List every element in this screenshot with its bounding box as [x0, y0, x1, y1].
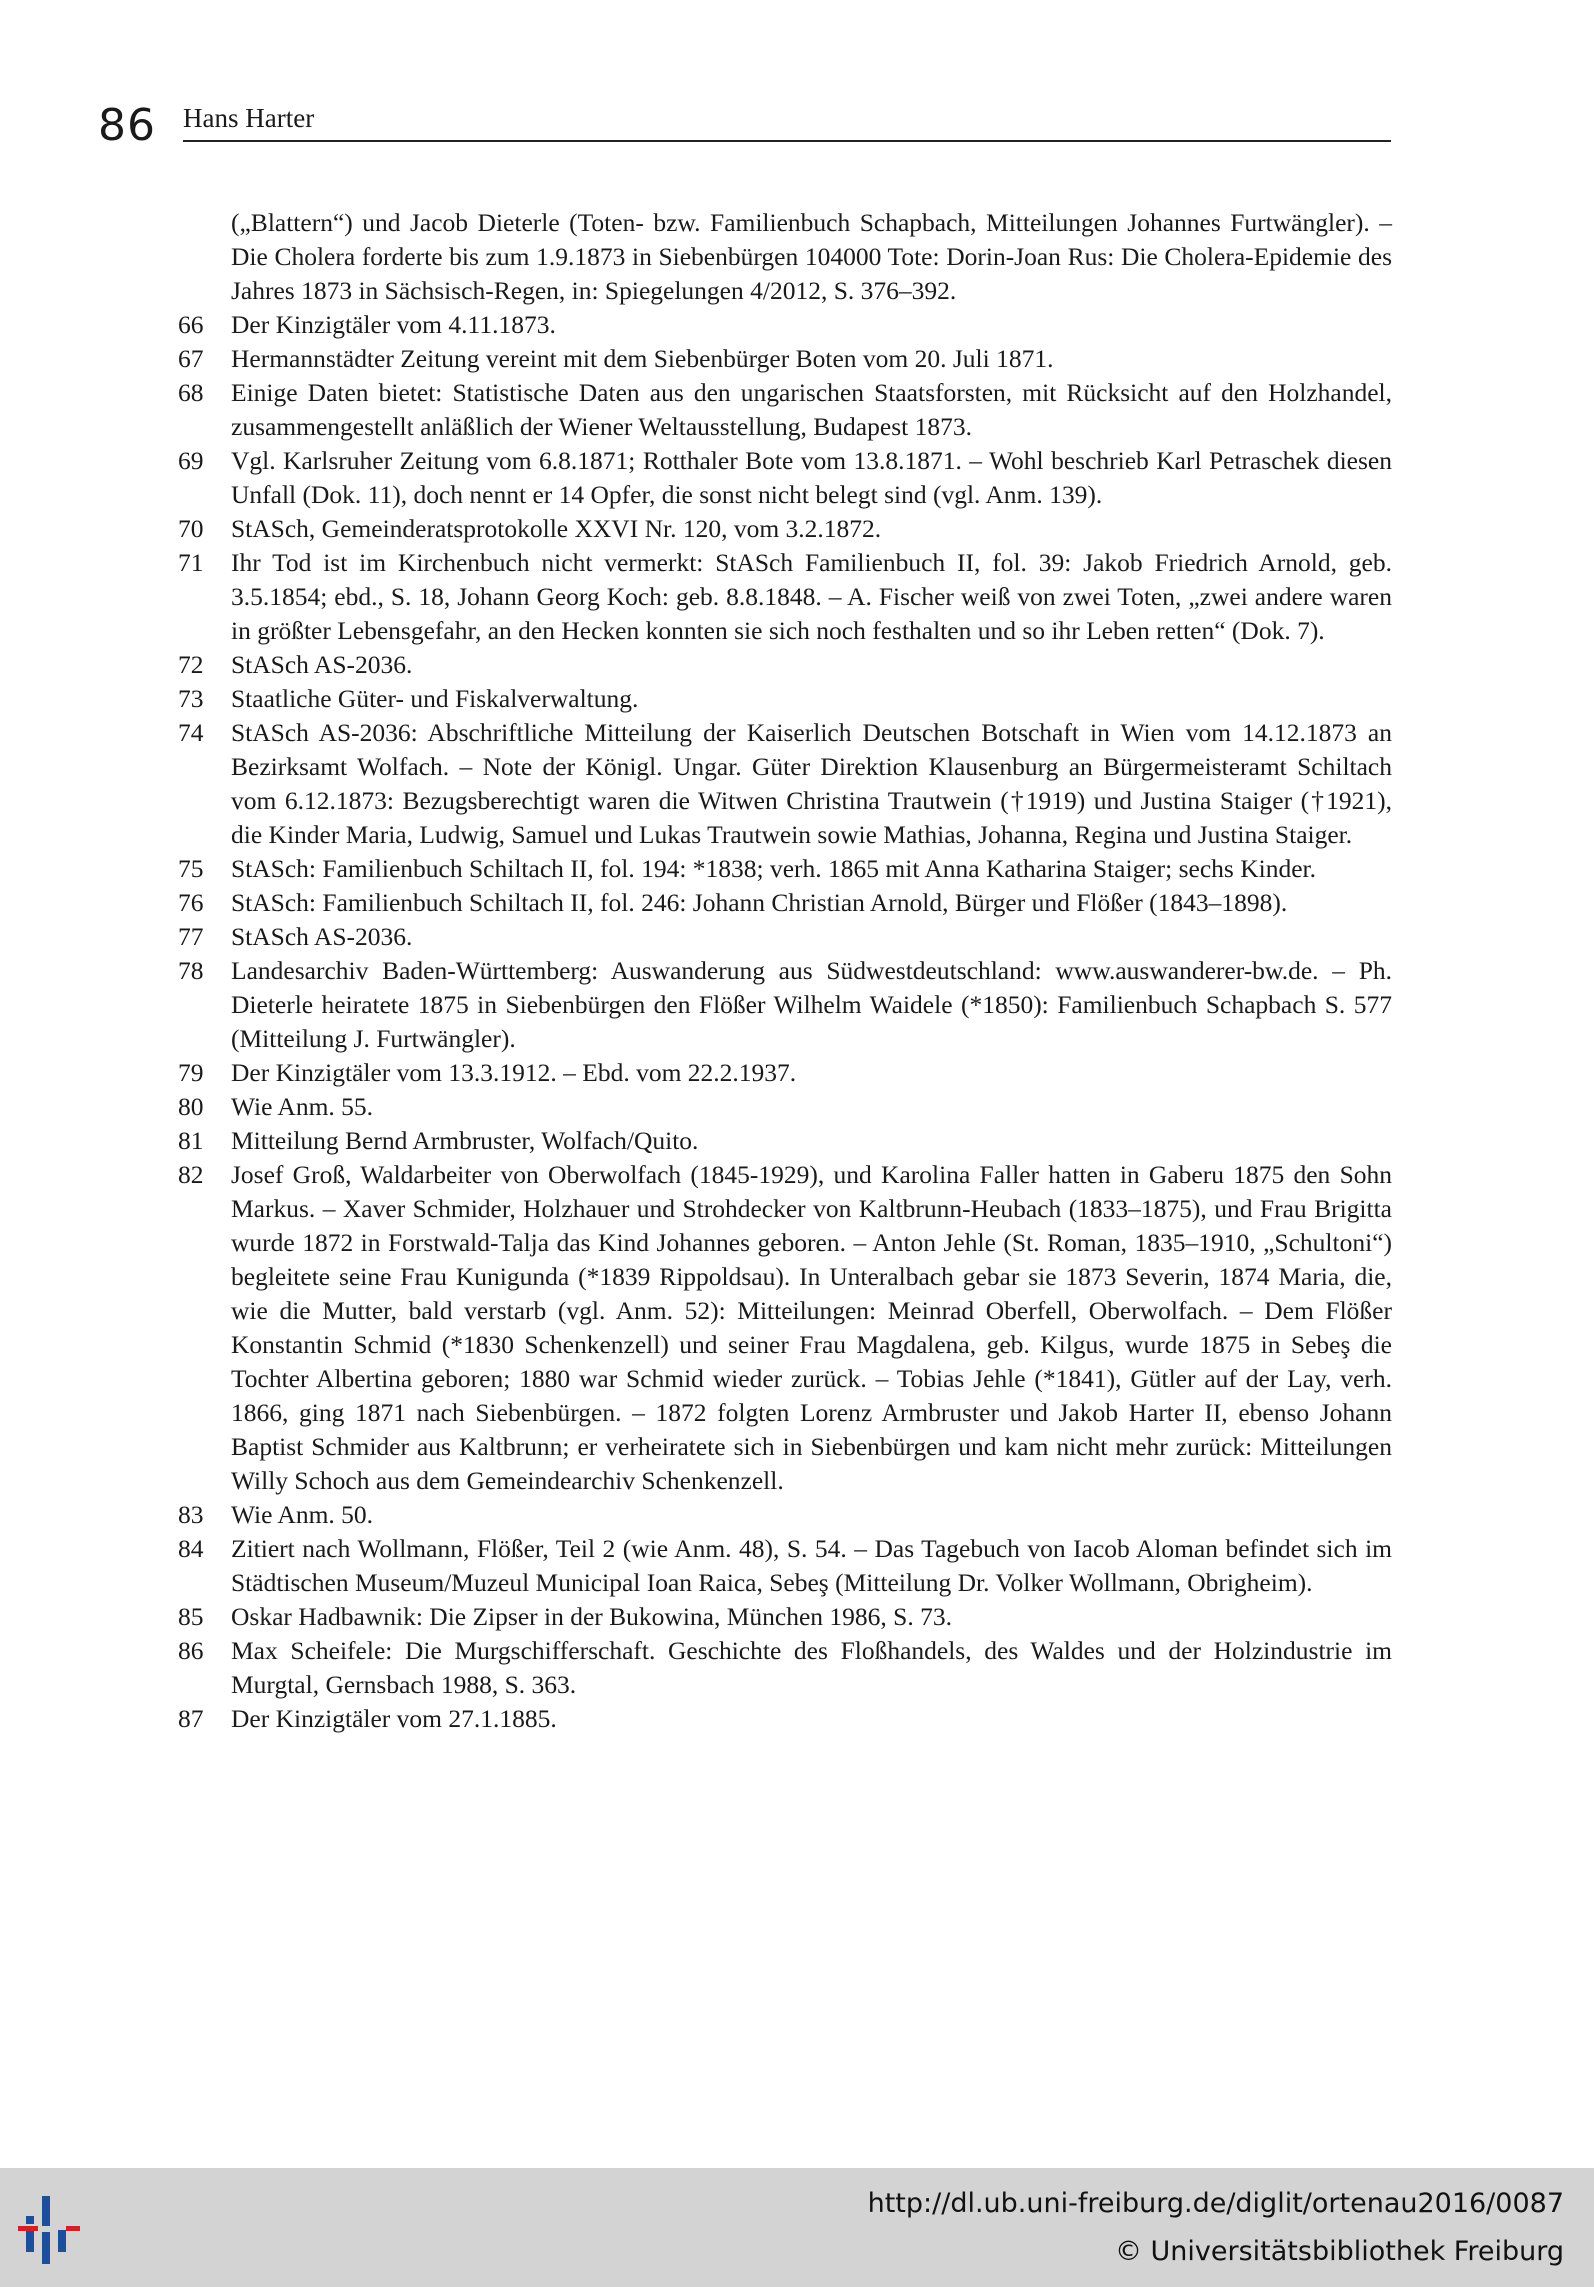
footnote-text: Landesarchiv Baden-Württemberg: Auswanderung aus Südwestdeutschland: www.auswanderer-bw.de. – Ph. Dieterle heiratete 1875 in Siebenbürgen den Flößer Wilhelm Waidele (*1850): Familienbuch Schapbach S. 577 (Mitteilung J. Furtwängler). — [231, 956, 1392, 1053]
footnote-number: 77 — [178, 922, 204, 951]
footnote-number: 66 — [178, 310, 204, 339]
footnote-text: StASch AS-2036. — [231, 922, 413, 951]
footnote-number: 67 — [178, 344, 204, 373]
footnote-81 — [178, 1124, 1392, 1158]
footnote-76 — [178, 886, 1392, 920]
footnote-text: Mitteilung Bernd Armbruster, Wolfach/Quito. — [231, 1126, 699, 1155]
footnote-68 — [178, 376, 1392, 444]
footnote-87 — [178, 1702, 1392, 1736]
footnote-text: Hermannstädter Zeitung vereint mit dem Siebenbürger Boten vom 20. Juli 1871. — [231, 344, 1054, 373]
footnote-number: 78 — [178, 956, 204, 985]
running-head: Hans Harter — [183, 103, 315, 133]
footnote-text: Ihr Tod ist im Kirchenbuch nicht vermerkt: StASch Familienbuch II, fol. 39: Jakob Friedrich Arnold, geb. 3.5.1854; ebd., S. 18, Johann Georg Koch: geb. 8.8.1848. – A. Fischer weiß von zwei Toten, „zwei andere waren in größter Lebensgefahr, an den Hecken konnten sie sich noch festhalten und so ihr Leben retten“ (Dok. 7). — [231, 548, 1392, 645]
footnote-text: Oskar Hadbawnik: Die Zipser in der Bukowina, München 1986, S. 73. — [231, 1602, 952, 1631]
footnote-number: 69 — [178, 446, 204, 475]
footnote-number: 82 — [178, 1160, 204, 1189]
footnote-82 — [178, 1158, 1392, 1498]
footnote-number: 70 — [178, 514, 204, 543]
footnote-text: Der Kinzigtäler vom 4.11.1873. — [231, 310, 556, 339]
footnote-number: 84 — [178, 1534, 204, 1563]
footnote-number: 73 — [178, 684, 204, 713]
footnote-number: 80 — [178, 1092, 204, 1121]
footnote-79 — [178, 1056, 1392, 1090]
footnote-text: StASch: Familienbuch Schiltach II, fol. 194: *1838; verh. 1865 mit Anna Katharina Staiger; sechs Kinder. — [231, 854, 1316, 883]
footnote-number: 74 — [178, 718, 204, 747]
footnote-text: Wie Anm. 50. — [231, 1500, 374, 1529]
footer-band — [0, 2168, 1594, 2287]
footnote-70 — [178, 512, 1392, 546]
footer-copyright: © Universitätsbibliothek Freiburg — [1114, 2236, 1564, 2267]
footnote-text: StASch: Familienbuch Schiltach II, fol. 246: Johann Christian Arnold, Bürger und Flößer (1843–1898). — [231, 888, 1288, 917]
footnote-number: 71 — [178, 548, 204, 577]
footnote-text: StASch AS-2036. — [231, 650, 413, 679]
footnote-continuation: („Blattern“) und Jacob Dieterle (Toten- bzw. Familienbuch Schapbach, Mitteilungen Johannes Furtwängler). – Die Cholera forderte bis zum 1.9.1873 in Siebenbürgen 104000 Tote: Dorin-Joan Rus: Die Cholera-Epidemie des Jahres 1873 in Sächsisch-Regen, in: Spiegelungen 4/2012, S. 376–392. — [231, 208, 1392, 305]
footnote-number: 85 — [178, 1602, 204, 1631]
footnote-74 — [178, 716, 1392, 852]
footnotes — [178, 206, 1392, 1736]
footnote-text: Der Kinzigtäler vom 27.1.1885. — [231, 1704, 557, 1733]
footnote-text: Zitiert nach Wollmann, Flößer, Teil 2 (wie Anm. 48), S. 54. – Das Tagebuch von Iacob Aloman befindet sich im Städtischen Museum/Muzeul Municipal Ioan Raica, Sebeş (Mitteilung Dr. Volker Wollmann, Obrigheim). — [231, 1534, 1392, 1597]
page-number: 86 — [98, 100, 156, 151]
footnote-number: 76 — [178, 888, 204, 917]
footnote-67 — [178, 342, 1392, 376]
footnote-text: Einige Daten bietet: Statistische Daten aus den ungarischen Staatsforsten, mit Rücksicht auf den Holzhandel, zusammengestellt anläßlich der Wiener Weltausstellung, Budapest 1873. — [231, 378, 1392, 441]
footnote-number: 86 — [178, 1636, 204, 1665]
footnote-number: 81 — [178, 1126, 204, 1155]
footnote-number: 75 — [178, 854, 204, 883]
footnote-85 — [178, 1600, 1392, 1634]
footnote-text: Der Kinzigtäler vom 13.3.1912. – Ebd. vom 22.2.1937. — [231, 1058, 797, 1087]
footnote-text: Wie Anm. 55. — [231, 1092, 374, 1121]
header-rule — [183, 140, 1391, 142]
footnote-77 — [178, 920, 1392, 954]
footnote-list — [178, 308, 1392, 1736]
footnote-number: 83 — [178, 1500, 204, 1529]
footnote-86 — [178, 1634, 1392, 1702]
footnote-73 — [178, 682, 1392, 716]
footnote-number: 79 — [178, 1058, 204, 1087]
footer-url[interactable]: http://dl.ub.uni-freiburg.de/diglit/ortenau2016/0087 — [867, 2188, 1564, 2219]
ub-freiburg-logo-icon — [18, 2192, 100, 2268]
footnote-text: Josef Groß, Waldarbeiter von Oberwolfach (1845-1929), und Karolina Faller hatten in Gaberu 1875 den Sohn Markus. – Xaver Schmider, Holzhauer und Strohdecker von Kaltbrunn-Heubach (1833–1875), und Frau Brigitta wurde 1872 in Forstwald-Talja das Kind Johannes geboren. – Anton Jehle (St. Roman, 1835–1910, „Schultoni“) begleitete seine Frau Kunigunda (*1839 Rippoldsau). In Unteralbach gebar sie 1873 Severin, 1874 Maria, die, wie die Mutter, bald verstarb (vgl. Anm. 52): Mitteilungen: Meinrad Oberfell, Oberwolfach. – Dem Flößer Konstantin Schmid (*1830 Schenkenzell) und seiner Frau Magdalena, geb. Kilgus, wurde 1875 in Sebeş die Tochter Albertina geboren; 1880 war Schmid wieder zurück. – Tobias Jehle (*1841), Gütler auf der Lay, verh. 1866, ging 1871 nach Siebenbürgen. – 1872 folgten Lorenz Armbruster und Jakob Harter II, ebenso Johann Baptist Schmider aus Kaltbrunn; er verheiratete sich in Siebenbürgen und kam nicht mehr zurück: Mitteilungen Willy Schoch aus dem Gemeindearchiv Schenkenzell. — [231, 1160, 1392, 1495]
footnote-text: StASch, Gemeinderatsprotokolle XXVI Nr. 120, vom 3.2.1872. — [231, 514, 882, 543]
footnote-number: 72 — [178, 650, 204, 679]
footnote-text: Max Scheifele: Die Murgschifferschaft. Geschichte des Floßhandels, des Waldes und der Holzindustrie im Murgtal, Gernsbach 1988, S. 363. — [231, 1636, 1392, 1699]
footnote-text: Vgl. Karlsruher Zeitung vom 6.8.1871; Rotthaler Bote vom 13.8.1871. – Wohl beschrieb Karl Petraschek diesen Unfall (Dok. 11), doch nennt er 14 Opfer, die sonst nicht belegt sind (vgl. Anm. 139). — [231, 446, 1392, 509]
footnote-number: 87 — [178, 1704, 204, 1733]
footnote-72 — [178, 648, 1392, 682]
footnote-78 — [178, 954, 1392, 1056]
footnote-71 — [178, 546, 1392, 648]
footnote-75 — [178, 852, 1392, 886]
footnote-66 — [178, 308, 1392, 342]
footnote-83 — [178, 1498, 1392, 1532]
footnote-80 — [178, 1090, 1392, 1124]
footnote-text: StASch AS-2036: Abschriftliche Mitteilung der Kaiserlich Deutschen Botschaft in Wien vom 14.12.1873 an Bezirksamt Wolfach. – Note der Königl. Ungar. Güter Direktion Klausenburg an Bürgermeisteramt Schiltach vom 6.12.1873: Bezugsberechtigt waren die Witwen Christina Trautwein (†1919) und Justina Staiger (†1921), die Kinder Maria, Ludwig, Samuel und Lukas Trautwein sowie Mathias, Johanna, Regina und Justina Staiger. — [231, 718, 1392, 849]
footnote-text: Staatliche Güter- und Fiskalverwaltung. — [231, 684, 639, 713]
footnote-84 — [178, 1532, 1392, 1600]
footnote-69 — [178, 444, 1392, 512]
footnote-number: 68 — [178, 378, 204, 407]
